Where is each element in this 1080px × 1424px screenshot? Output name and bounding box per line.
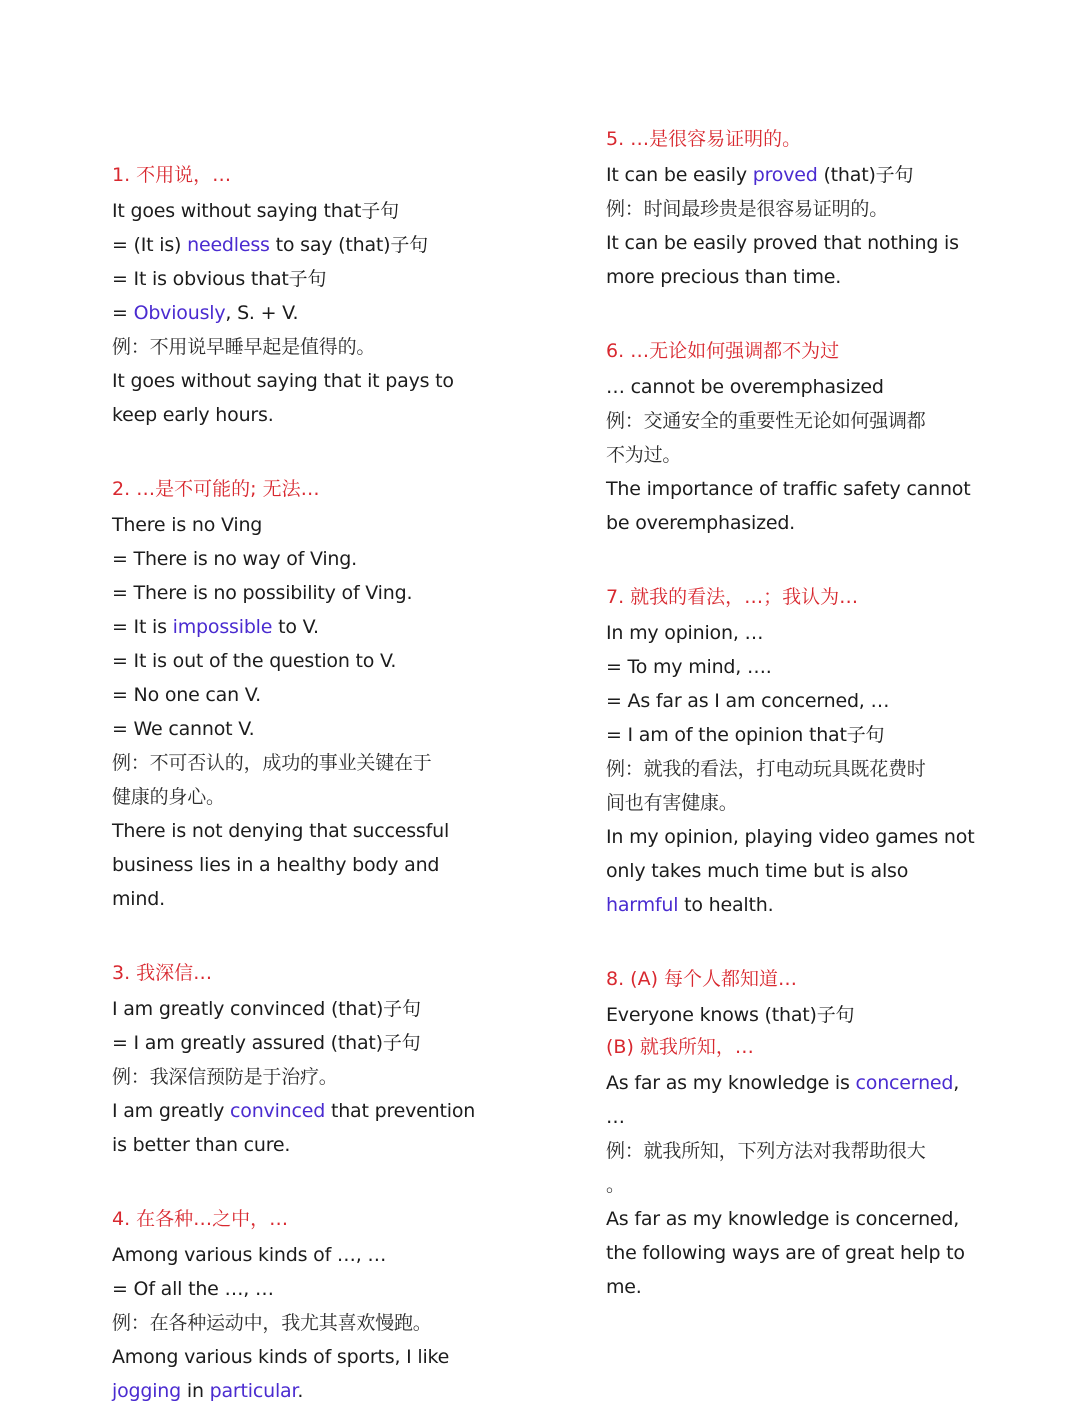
- phrase-line: = There is no possibility of Ving.: [112, 582, 413, 604]
- example-line: 例：不用说早睡早起是值得的。: [112, 336, 376, 358]
- example-line: 例：就我所知，下列方法对我帮助很大: [606, 1140, 926, 1162]
- sub-heading: (B) 就我所知，…: [606, 1036, 754, 1058]
- phrase-line: In my opinion, …: [606, 622, 764, 644]
- phrase-line: = There is no way of Ving.: [112, 548, 357, 570]
- example-sentence: be overemphasized.: [606, 512, 796, 534]
- phrase-line: = We cannot V.: [112, 718, 255, 740]
- phrase-line: = Of all the …, …: [112, 1278, 274, 1300]
- text: .: [297, 1380, 304, 1402]
- section-heading: 6. …无论如何强调都不为过: [606, 340, 840, 362]
- text: As far as my knowledge is: [606, 1072, 856, 1094]
- example-sentence: business lies in a healthy body and: [112, 854, 440, 876]
- section-3: [112, 958, 476, 1162]
- example-line: 例：时间最珍贵是很容易证明的。: [606, 198, 889, 220]
- text: I am greatly: [112, 1100, 231, 1122]
- phrase-line: [112, 296, 472, 330]
- example-sentence: Among various kinds of sports, I like: [112, 1346, 450, 1368]
- text: ,: [953, 1072, 960, 1094]
- phrase-line: Everyone knows (that)子句: [606, 1004, 855, 1026]
- example-line: 。: [606, 1174, 625, 1196]
- phrase-line: … cannot be overemphasized: [606, 376, 884, 398]
- text: to V.: [272, 616, 319, 638]
- phrase-line: = To my mind, ….: [606, 656, 772, 678]
- example-sentence: There is not denying that successful: [112, 820, 450, 842]
- highlight-word: needless: [187, 234, 270, 256]
- example-line: 健康的身心。: [112, 786, 225, 808]
- example-sentence: It can be easily proved that nothing is: [606, 232, 959, 254]
- phrase-line: Among various kinds of …, …: [112, 1244, 387, 1266]
- text: = It is: [112, 616, 173, 638]
- example-sentence: mind.: [112, 888, 165, 910]
- example-line: 例：就我的看法，打电动玩具既花费时: [606, 758, 926, 780]
- section-7: [606, 582, 996, 922]
- section-2: [112, 474, 472, 916]
- highlight-word: harmful: [606, 894, 679, 916]
- text: that prevention: [325, 1100, 476, 1122]
- highlight-word: Obviously: [133, 302, 226, 324]
- example-line: 例：我深信预防是于治疗。: [112, 1066, 338, 1088]
- example-sentence: is better than cure.: [112, 1134, 291, 1156]
- phrase-line: I am greatly convinced (that)子句: [112, 998, 421, 1020]
- highlight-word: impossible: [172, 616, 273, 638]
- example-sentence: only takes much time but is also: [606, 860, 909, 882]
- example-sentence: more precious than time.: [606, 266, 842, 288]
- example-line: 例：交通安全的重要性无论如何强调都: [606, 410, 926, 432]
- text: to say (that)子句: [269, 234, 428, 256]
- text: = (It is): [112, 234, 188, 256]
- phrase-line: [112, 228, 472, 262]
- phrase-line: = It is out of the question to V.: [112, 650, 397, 672]
- phrase-line: …: [606, 1106, 625, 1128]
- example-sentence: In my opinion, playing video games not: [606, 826, 975, 848]
- example-sentence: the following ways are of great help to: [606, 1242, 965, 1264]
- text: (that)子句: [817, 164, 914, 186]
- example-line: 不为过。: [606, 444, 682, 466]
- section-heading: 7. 就我的看法，…；我认为…: [606, 586, 859, 608]
- example-line: 例：在各种运动中，我尤其喜欢慢跑。: [112, 1312, 432, 1334]
- phrase-line: [606, 1066, 996, 1100]
- text: It can be easily: [606, 164, 753, 186]
- phrase-line: There is no Ving: [112, 514, 263, 536]
- text: , S. + V.: [225, 302, 299, 324]
- example-sentence: me.: [606, 1276, 642, 1298]
- section-heading: 2. …是不可能的; 无法…: [112, 478, 320, 500]
- example-sentence: The importance of traffic safety cannot: [606, 478, 971, 500]
- section-5: [606, 124, 996, 294]
- phrase-line: It goes without saying that子句: [112, 200, 399, 222]
- phrase-line: = It is obvious that子句: [112, 268, 327, 290]
- section-8: [606, 964, 996, 1304]
- highlight-word: jogging: [112, 1380, 182, 1402]
- example-sentence: It goes without saying that it pays to: [112, 370, 454, 392]
- phrase-line: = I am greatly assured (that)子句: [112, 1032, 421, 1054]
- section-4: [112, 1204, 472, 1408]
- phrase-line: = I am of the opinion that子句: [606, 724, 885, 746]
- section-heading: 5. …是很容易证明的。: [606, 128, 802, 150]
- example-sentence: [112, 1094, 476, 1128]
- text: in: [186, 1380, 210, 1402]
- text: =: [112, 302, 134, 324]
- phrase-line: = No one can V.: [112, 684, 261, 706]
- example-sentence: As far as my knowledge is concerned,: [606, 1208, 960, 1230]
- section-heading: 1. 不用说，…: [112, 164, 232, 186]
- section-1: [112, 160, 472, 432]
- phrase-line: [112, 610, 472, 644]
- highlight-word: proved: [752, 164, 818, 186]
- phrase-line: = As far as I am concerned, …: [606, 690, 890, 712]
- example-sentence: [112, 1374, 472, 1408]
- section-heading: 4. 在各种…之中，…: [112, 1208, 289, 1230]
- example-line: 例：不可否认的，成功的事业关键在于: [112, 752, 432, 774]
- left-column: [112, 160, 476, 1424]
- right-column: [606, 124, 996, 1320]
- highlight-word: convinced: [230, 1100, 326, 1122]
- section-heading: 3. 我深信…: [112, 962, 213, 984]
- example-sentence: keep early hours.: [112, 404, 274, 426]
- highlight-word: particular: [209, 1380, 298, 1402]
- example-sentence: [606, 888, 996, 922]
- text: to health.: [678, 894, 774, 916]
- section-heading: 8. (A) 每个人都知道…: [606, 968, 798, 990]
- phrase-line: [606, 158, 996, 192]
- example-line: 间也有害健康。: [606, 792, 738, 814]
- highlight-word: concerned: [855, 1072, 954, 1094]
- section-6: [606, 336, 996, 540]
